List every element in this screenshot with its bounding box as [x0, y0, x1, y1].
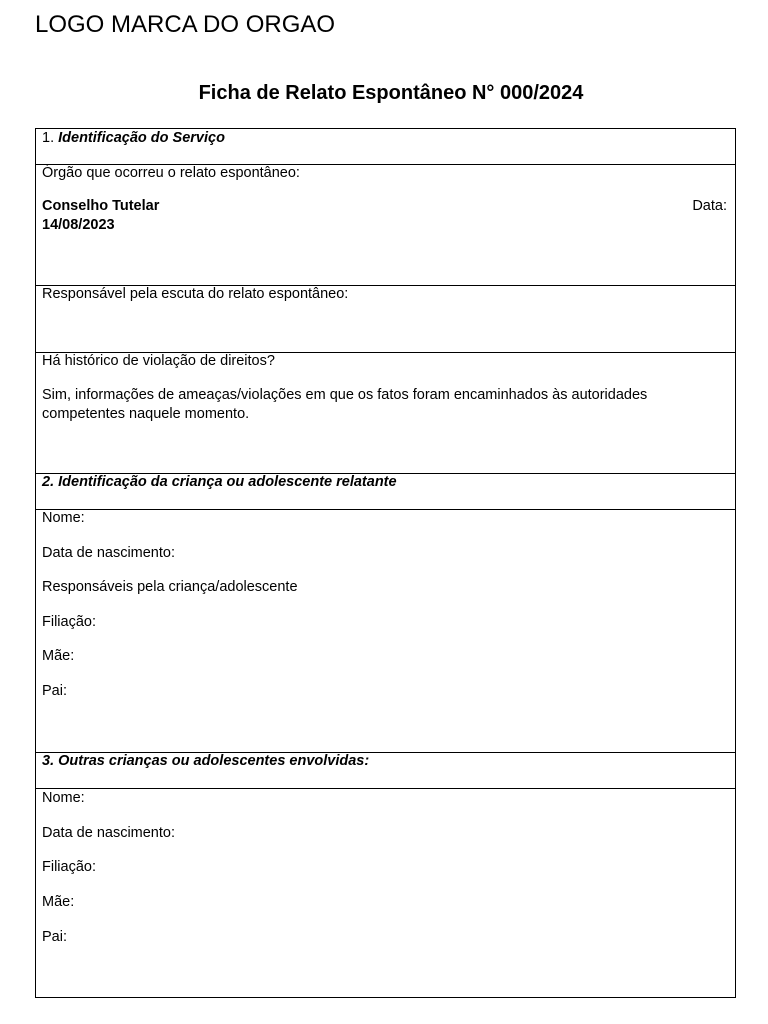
- historico-label: Há histórico de violação de direitos?: [42, 353, 275, 369]
- section-2-header: [36, 474, 735, 510]
- child-mother-label: Mãe:: [42, 648, 75, 664]
- other-name-label: Nome:: [42, 790, 85, 806]
- section-1-header: [36, 129, 735, 165]
- responsavel-cell: [36, 286, 735, 353]
- section-2-heading: 2. Identificação da criança ou adolescente relatante: [42, 474, 397, 490]
- date-label: Data:: [692, 198, 727, 214]
- section-3-heading: 3. Outras crianças ou adolescentes envolvidas:: [42, 753, 370, 769]
- other-father-label: Pai:: [42, 929, 67, 945]
- historico-cell: [36, 353, 735, 474]
- section-1-heading: Identificação do Serviço: [58, 130, 225, 146]
- section-1-heading-line: [42, 130, 727, 147]
- section-3-fields: [36, 789, 735, 997]
- section-1-number: 1.: [42, 130, 55, 146]
- section-2-fields: [36, 510, 735, 753]
- child-guardians-label: Responsáveis pela criança/adolescente: [42, 579, 298, 595]
- orgao-value: Conselho Tutelar: [42, 198, 160, 214]
- historico-value: Sim, informações de ameaças/violações em que os fatos foram encaminhados às autoridades competentes naquele momento.: [42, 387, 648, 422]
- responsavel-label: Responsável pela escuta do relato espontâneo:: [42, 286, 349, 302]
- section-3-header: [36, 753, 735, 789]
- orgao-cell: [36, 165, 735, 286]
- orgao-label: Órgão que ocorreu o relato espontâneo:: [42, 165, 300, 181]
- report-form: [35, 128, 736, 998]
- logo-placeholder: LOGO MARCA DO ORGAO: [35, 11, 336, 38]
- other-birthdate-label: Data de nascimento:: [42, 825, 175, 841]
- other-mother-label: Mãe:: [42, 894, 75, 910]
- document-title: Ficha de Relato Espontâneo N° 000/2024: [198, 82, 584, 104]
- child-name-label: Nome:: [42, 510, 85, 526]
- child-birthdate-label: Data de nascimento:: [42, 545, 175, 561]
- child-father-label: Pai:: [42, 683, 67, 699]
- date-value: 14/08/2023: [42, 217, 115, 233]
- child-filiation-label: Filiação:: [42, 614, 96, 630]
- other-filiation-label: Filiação:: [42, 859, 96, 875]
